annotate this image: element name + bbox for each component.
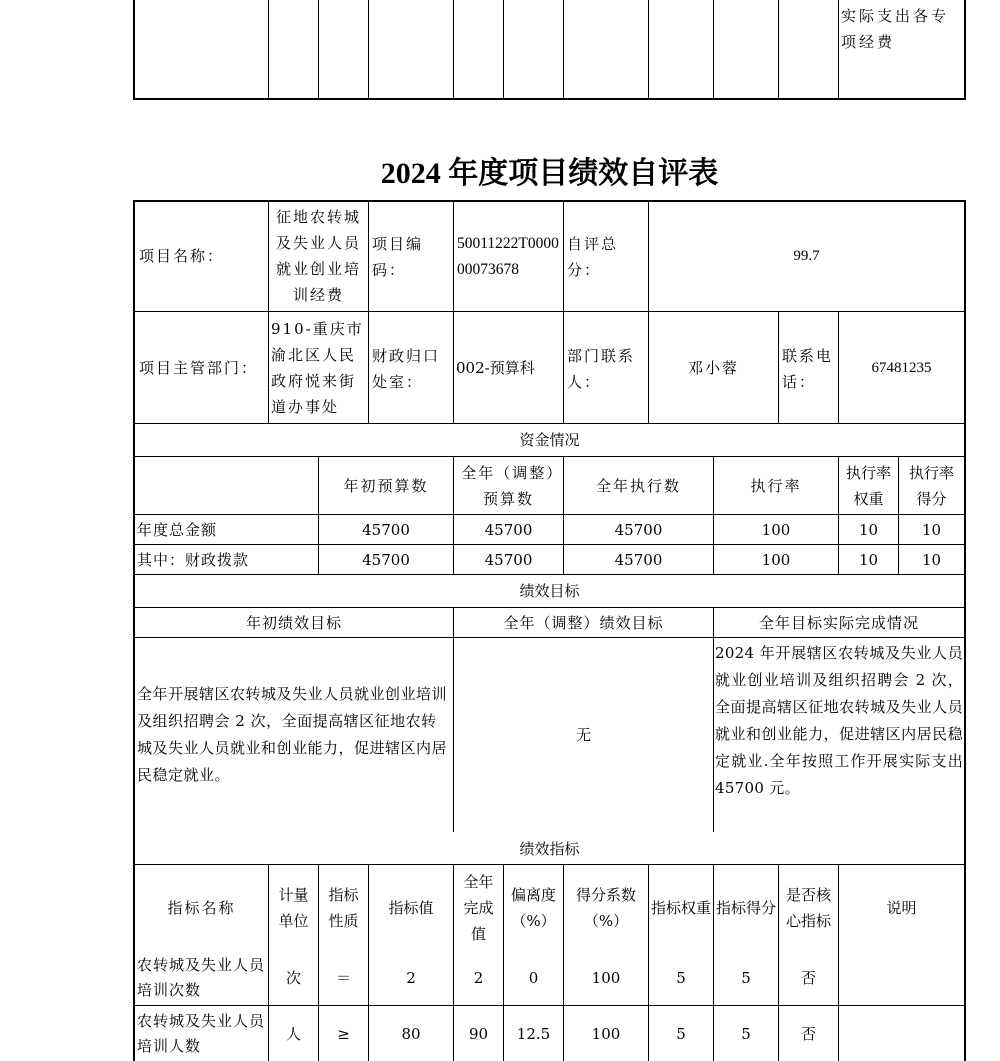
indicator-core: 否 [800,1024,816,1043]
indicator-score: 5 [741,1024,751,1043]
funds-header-rate-weight: 执行率权重 [845,463,891,508]
project-name-label: 项目名称： [139,247,225,265]
funds-cell: 45700 [362,520,410,539]
indicator-header-completed: 全年完成值 [463,872,494,943]
finance-office-value: 002-预算科 [456,358,535,377]
contact-person-value: 邓小蓉 [687,358,739,377]
funds-section-title: 资金情况 [519,431,580,449]
phone-label: 联系电话： [782,347,834,391]
self-score-label: 自评总分： [567,235,619,279]
indicator-target: 2 [406,968,416,987]
funds-row-label: 其中：财政拨款 [137,550,250,569]
indicator-header-name: 指标名称 [167,898,236,917]
contact-person-label: 部门联系人： [567,347,636,391]
indicator-core: 否 [800,968,816,987]
goals-header-actual: 全年目标实际完成情况 [758,613,919,632]
funds-cell: 100 [761,550,791,569]
funds-cell: 10 [921,520,942,539]
self-score-value: 99.7 [793,248,820,264]
indicator-unit: 次 [285,968,301,987]
indicator-score-coefficient: 100 [591,1024,621,1043]
funds-cell: 45700 [362,550,410,569]
indicator-header-target: 指标值 [388,898,434,917]
indicator-deviation: 12.5 [516,1024,551,1043]
indicator-header-nature: 指标性质 [328,885,359,930]
indicator-completed: 2 [473,968,484,987]
indicator-unit: 人 [285,1024,301,1043]
indicator-header-core: 是否核心指标 [785,885,831,930]
indicator-header-deviation: 偏离度（%） [510,885,556,930]
indicator-note [839,1006,964,1061]
indicator-weight: 5 [676,968,686,987]
indicator-header-weight: 指标权重 [651,898,712,917]
goal-adjusted-text: 无 [575,726,591,744]
finance-office-label: 财政归口处室： [372,347,441,391]
indicator-note [839,950,964,1005]
goals-section-title: 绩效目标 [519,582,580,600]
indicator-completed: 90 [468,1024,489,1043]
funds-cell: 45700 [484,550,533,569]
indicator-header-note: 说明 [886,898,917,917]
department-label: 项目主管部门： [139,358,259,377]
project-name-value: 征地农转城及失业人员就业创业培训经费 [275,208,361,304]
phone-value: 67481235 [871,359,932,376]
indicator-header-score-coefficient: 得分系数（%） [575,885,636,930]
page-title: 2024 年度项目绩效自评表 [380,157,719,190]
funds-cell: 10 [858,550,879,569]
indicator-nature: ≥ [337,1024,350,1043]
indicator-deviation: 0 [528,968,539,987]
indicator-score-coefficient: 100 [591,968,621,987]
indicator-name: 农转城及失业人员培训次数 [137,955,266,999]
indicator-header-score: 指标得分 [716,898,777,917]
indicator-weight: 5 [676,1024,686,1043]
goals-header-initial: 年初绩效目标 [245,613,342,632]
funds-header-execution-rate: 执行率 [750,476,802,495]
funds-header-executed: 全年执行数 [595,476,681,495]
funds-row-label: 年度总金额 [137,520,218,539]
goal-initial-text: 全年开展辖区农转城及失业人员就业创业培训及组织招聘会 2 次，全面提高辖区征地农转城及失业人员就业和创业能力，促进辖区内居民稳定就业。 [137,685,448,784]
funds-header-rate-score: 执行率得分 [908,463,954,508]
department-value: 910-重庆市渝北区人民政府悦来街道办事处 [271,319,364,416]
goals-header-adjusted: 全年（调整）绩效目标 [503,613,664,632]
indicators-section-title: 绩效指标 [519,839,580,858]
funds-header-initial-budget: 年初预算数 [343,476,429,495]
funds-cell: 10 [921,550,942,569]
indicator-score: 5 [741,968,751,987]
project-code-label: 项目编码： [372,235,424,279]
goal-actual-text: 2024 年开展辖区农转城及失业人员就业创业培训及组织招聘会 2 次，全面提高辖区征地农转城及失业人员就业和创业能力，促进辖区内居民稳定就业.全年按照工作开展实际支出 45700 元。 [715,644,963,797]
funds-cell: 10 [858,520,879,539]
indicator-name: 农转城及失业人员培训人数 [137,1011,266,1055]
funds-cell: 100 [761,520,791,539]
previous-table-last-cell: 实际支出各专项经费 [841,7,950,51]
project-code-value: 50011222T000000073678 [457,235,559,278]
funds-cell: 45700 [484,520,533,539]
funds-cell: 45700 [614,520,663,539]
indicator-header-unit: 计量单位 [278,885,309,930]
funds-cell: 45700 [614,550,663,569]
funds-header-adjusted-budget: 全年（调整）预算数 [461,463,556,508]
indicator-nature: ＝ [335,968,351,987]
indicator-target: 80 [401,1024,421,1043]
